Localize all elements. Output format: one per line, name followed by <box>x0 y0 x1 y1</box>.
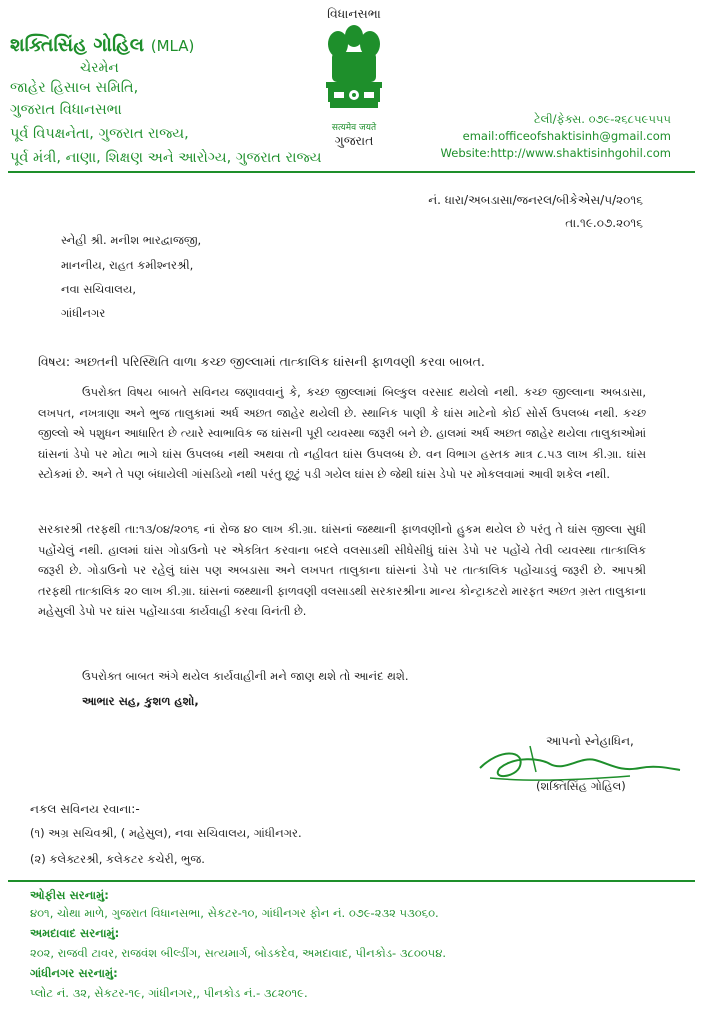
signer-name: (શક્તિસિંહ ગોહિલ) <box>536 779 626 793</box>
ahmedabad-address: ૨૦૨, રાજવી ટાવર, રાજવંશ બીલ્ડીંગ, સત્યમાર્ગ, બોડકદેવ, અમદાવાદ, પીનકોડ- ૩૮૦૦૫૪. <box>30 946 447 960</box>
cc-heading: નકલ સવિનય રવાના:- <box>30 802 140 816</box>
body-paragraph-2-text: સરકારશ્રી તરફથી તા:૧૩/૦૪/૨૦૧૬ નાં રોજ ૪૦ લાખ કી.ગ્રા. ઘાંસનાં જથ્થાની ફાળવણીનો હુકમ થયેલ છે પરંતુ તે ઘાંસ જીલ્લા સુધી પહોંચેલું નથી. હાલમાં ઘાંસ ગોડાઉનો પર એકત્રિત કરવાના બદલે વલસાડથી સીધેસીધું ઘાંસ ડેપો પર પહોંચે તેવી વ્યવસ્થા તાત્કાલિક જરૂરી છે. ગોડાઉનો પર રહેલું ઘાંસ પણ અબડાસા અને લખપત તાલુકાના ઘાંસનાં ડેપો પર તાત્કાલિક પહોંચાડવું જરૂરી છે. આપશ્રી તરફથી તાત્કાલિક ૨૦ લાખ કી.ગ્રા. ઘાંસનાં જથ્થાની ફાળવણી વલસાડથી સરકારશ્રીના માન્ય કોન્ટ્રાક્ટરો મારફત અછત ગ્રસ્ત તાલુકાના મહેસુલી ડેપો પર ઘાંસ પહોંચાડવા કાર્યવાહી કરવા વિનંતી છે. <box>38 522 646 619</box>
recipient-line-2: માનનીય, રાહત કમીશ્નરશ્રી, <box>61 258 194 272</box>
closing-thanks: આભાર સહ, કુશળ હશો, <box>82 694 199 708</box>
contact-phone: ટેલી/ફેક્સ. ૦૭૯-૨૬૮૫૯૫૫૫ <box>533 112 671 126</box>
sign-off: આપનો સ્નેહાધિન, <box>546 734 634 748</box>
sender-name: શક્તિસિંહ ગોહિલ <box>10 34 145 56</box>
gandhinagar-address: પ્લોટ નં. ૩૨, સેકટર-૧૯, ગાંધીનગર,, પીનકોડ નં.- ૩૮૨૦૧૯. <box>30 986 308 1000</box>
cc-item-1: (૧) અગ્ર સચિવશ્રી, ( મહેસુલ), નવા સચિવાલય, ગાંધીનગર. <box>30 826 302 840</box>
letterhead-name <box>10 34 194 56</box>
gandhinagar-address-heading: ગાંધીનગર સરનામું: <box>30 966 118 980</box>
contact-email: email:officeofshaktisinh@gmail.com <box>462 129 671 143</box>
letter-date: તા.૧૯.૦૭.૨૦૧૬ <box>565 216 643 230</box>
state-emblem <box>313 6 395 154</box>
footer-divider <box>8 880 695 882</box>
body-paragraph-1 <box>38 382 646 485</box>
body-paragraph-2 <box>38 519 646 622</box>
sender-designation: ચેરમેન <box>80 60 119 76</box>
office-address: ૪૦૧, ચોથા માળે, ગુજરાત વિધાનસભા, સેકટર-૧૦, ગાંધીનગર ફોન નં. ૦૭૯-૨૩૨ ૫૩૦૬૦. <box>30 906 439 920</box>
sender-title-suffix: (MLA) <box>150 37 195 55</box>
office-address-heading: ઓફીસ સરનામું: <box>30 888 109 902</box>
ahmedabad-address-heading: અમદાવાદ સરનામું: <box>30 926 120 940</box>
recipient-line-3: નવા સચિવાલય, <box>61 282 137 296</box>
emblem-bottom-label: ગુજરાત <box>334 133 374 148</box>
emblem-motto: सत्यमेव जयते <box>331 123 377 133</box>
sender-line-3: પૂર્વ વિપક્ષનેતા, ગુજરાત રાજ્ય, <box>10 126 189 142</box>
body-paragraph-3: ઉપરોક્ત બાબત અંગે થયેલ કાર્યવાહીની મને જાણ થશે તો આનંદ થશે. <box>82 669 409 683</box>
header-divider <box>8 171 695 173</box>
sender-line-4: પૂર્વ મંત્રી, નાણા, શિક્ષણ અને આરોગ્ય, ગુજરાત રાજ્ય <box>10 150 322 166</box>
recipient-line-1: સ્નેહી શ્રી. મનીશ ભારદ્વાજજી, <box>61 233 202 247</box>
emblem-top-label: વિધાનસભા <box>327 6 381 21</box>
lion-capital-icon <box>318 22 390 114</box>
contact-website: Website:http://www.shaktisinhgohil.com <box>440 146 671 160</box>
sender-line-2: ગુજરાત વિધાનસભા <box>10 102 122 118</box>
cc-item-2: (૨) કલેક્ટરશ્રી, કલેકટર કચેરી, ભુજ. <box>30 852 205 866</box>
sender-line-1: જાહેર હિસાબ સમિતિ, <box>10 80 139 96</box>
body-paragraph-1-text: ઉપરોક્ત વિષય બાબતે સવિનય જણાવવાનું કે, કચ્છ જીલ્લામાં બિલ્કુલ વરસાદ થયેલો નથી. કચ્છ જીલ્લાના અબડાસા, લખપત, નખત્રાણા અને ભુજ તાલુકામાં અર્ધ અછત જાહેર થયેલી છે. સ્થાનિક પાણી કે ઘાંસ માટેનો કોઈ સોર્સ ઉપલબ્ધ નથી. કચ્છ જીલ્લો એ પશુધન આધારિત છે ત્યારે સ્વાભાવિક જ ઘાંસની પૂરી વ્યવસ્થા જરૂરી બને છે. હાલમાં અર્ધ અછત જાહેર થયેલા તાલુકાઓમાં ઘાંસનાં ડેપો પર મોટા ભાગે ઘાંસ ઉપલબ્ધ નથી અથવા તો નહીવત ઘાંસ ઉપલબ્ધ છે. વન વિભાગ હસ્તક માત્ર ૮.૫૩ લાખ કી.ગ્રા. ઘાંસ સ્ટોકમાં છે. અને તે પણ બંધાયેલી ગાંસડિયો નથી પરંતુ છૂટું પડી ગયેલ ઘાંસ છે જેથી ઘાંસ ડેપો પર મોકલવામાં આવી શકેલ નથી. <box>38 385 646 482</box>
reference-number: નં. ધારા/અબડાસા/જનરલ/બીકેએસ/૫/૨૦૧૬ <box>428 193 643 207</box>
recipient-line-4: ગાંધીનગર <box>61 306 106 320</box>
letter-subject: વિષય: અછતની પરિસ્થિતિ વાળા કચ્છ જીલ્લામાં તાત્કાલિક ઘાંસની ફાળવણી કરવા બાબત. <box>38 354 485 369</box>
